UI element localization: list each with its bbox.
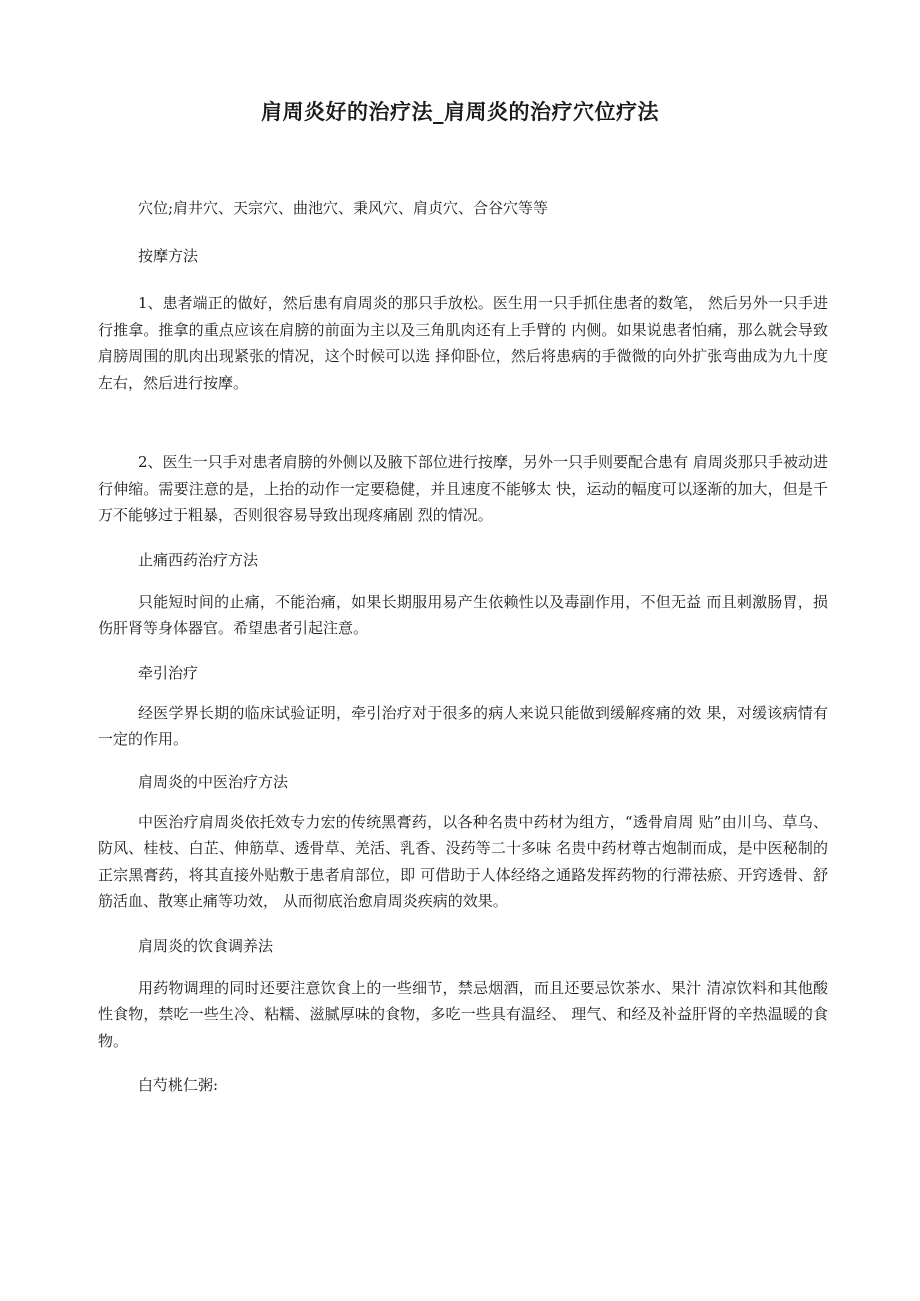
traction-heading: 牵引治疗	[138, 663, 199, 682]
western-medicine-heading: 止痛西药治疗方法	[138, 550, 259, 569]
page-title: 肩周炎好的治疗法_肩周炎的治疗穴位疗法	[261, 100, 659, 124]
traction-text: 经医学界长期的临床试验证明，牵引治疗对于很多的病人来说只能做到缓解疼痛的效 果，对缓该病情有一定的作用。	[98, 703, 828, 748]
massage-heading: 按摩方法	[138, 247, 199, 265]
massage-step-2: 2、医生一只手对患者肩膀的外侧以及腋下部位进行按摩，另外一只手则要配合患有 肩周炎那只手被动进行伸缩。需要注意的是，上抬的动作一定要稳健，并且速度不能够太 快，运动的幅度可以逐渐的加大，但是千万不能够过于粗暴，否则很容易导致出现疼痛剧 烈的情况。	[98, 453, 828, 524]
tcm-heading: 肩周炎的中医治疗方法	[138, 772, 289, 791]
diet-heading: 肩周炎的饮食调养法	[138, 936, 274, 955]
western-medicine-text: 只能短时间的止痛，不能治痛，如果长期服用易产生依赖性以及毒副作用，不但无益 而且刺激肠胃，损伤肝肾等身体器官。希望患者引起注意。	[98, 592, 828, 637]
massage-step-1: 1、患者端正的做好，然后患有肩周炎的那只手放松。医生用一只手抓住患者的数笔， 然后另外一只手进行推拿。推拿的重点应该在肩膀的前面为主以及三角肌肉还有上手臂的 内侧。如果说患者怕痛，那么就会导致肩膀周围的肌肉出现紧张的情况，这个时候可以选 择仰卧位，然后将患病的手微微的向外扩张弯曲成为九十度左右，然后进行按摩。	[98, 294, 828, 392]
tcm-text: 中医治疗肩周炎依托效专力宏的传统黑膏药，以各种名贵中药材为组方，“透骨肩周 贴”由川乌、草乌、防风、桂枝、白芷、伸筋草、透骨草、羌活、乳香、没药等二十多味 名贵中药材尊古炮制而成，是中医秘制的正宗黑膏药，将其直接外贴敷于患者肩部位，即 可借助于人体经络之通路发挥药物的行滞祛瘀、开窍透骨、舒筋活血、散寒止痛等功效， 从而彻底治愈肩周炎疾病的效果。	[98, 812, 828, 910]
recipe-heading: 白芍桃仁粥:	[138, 1076, 219, 1094]
article-body	[98, 196, 828, 1097]
acupoints-line: 穴位;肩井穴、天宗穴、曲池穴、秉风穴、肩贞穴、合谷穴等等	[138, 199, 549, 217]
diet-text: 用药物调理的同时还要注意饮食上的一些细节，禁忌烟酒，而且还要忌饮茶水、果汁 清凉饮料和其他酸性食物，禁吃一些生冷、粘糯、滋腻厚味的食物，多吃一些具有温经、 理气、和经及补益肝肾的辛热温暖的食物。	[98, 978, 828, 1050]
